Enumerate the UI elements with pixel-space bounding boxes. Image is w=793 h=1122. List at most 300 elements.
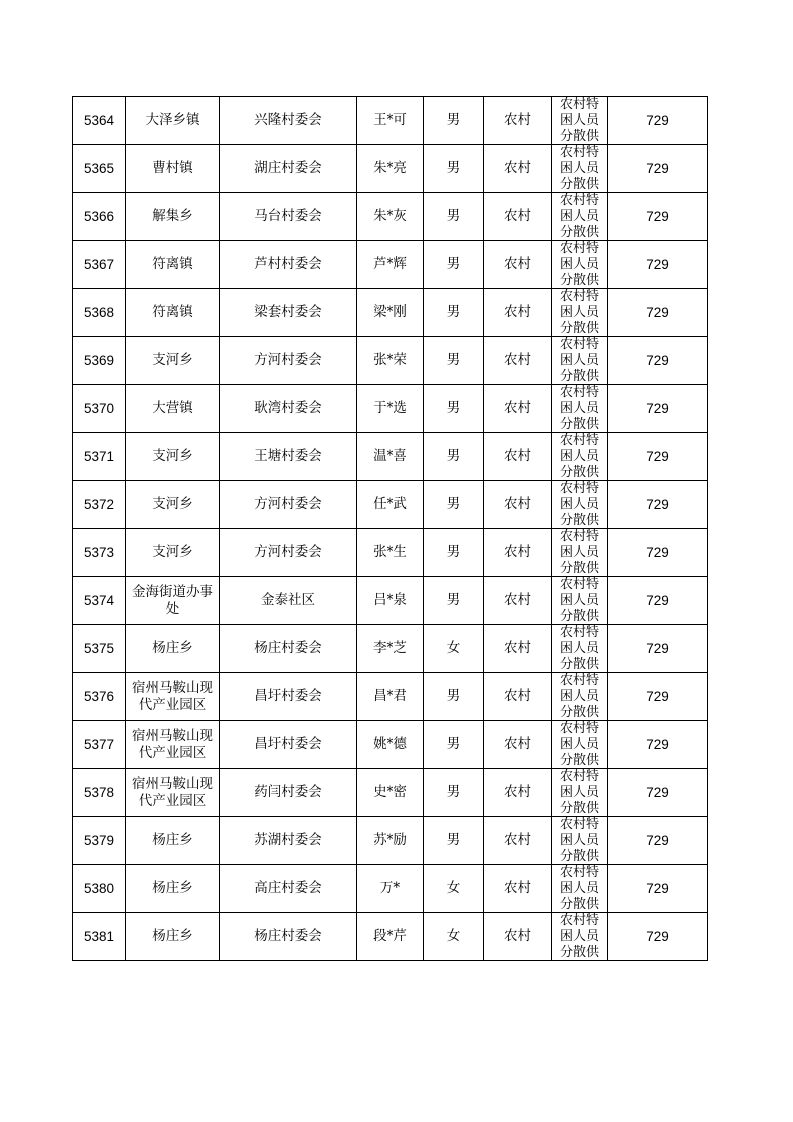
serial-number-text: 5368	[83, 305, 115, 320]
serial-number-text: 5380	[83, 881, 115, 896]
village-committee-cell	[220, 529, 357, 577]
assistance-category-text: 农村特困人员分散供	[559, 673, 599, 720]
residence-type-cell	[484, 193, 552, 241]
recipient-name-text: 于*选	[373, 400, 407, 416]
gender-text: 女	[446, 640, 461, 656]
village-committee-text: 湖庄村委会	[254, 160, 322, 176]
recipient-name-cell	[357, 865, 424, 913]
recipient-name-text: 张*生	[373, 544, 407, 560]
residence-type-text: 农村	[504, 784, 531, 800]
gender-cell	[424, 865, 484, 913]
village-committee-cell	[220, 385, 357, 433]
table-row	[73, 481, 708, 529]
township-cell	[126, 433, 220, 481]
recipient-name-cell	[357, 193, 424, 241]
township-text: 支河乡	[152, 496, 193, 512]
residence-type-cell	[484, 625, 552, 673]
gender-cell	[424, 817, 484, 865]
assistance-category-text: 农村特困人员分散供	[559, 433, 599, 480]
gender-text: 男	[446, 688, 461, 704]
amount-cell	[608, 241, 708, 289]
serial-number-text: 5367	[83, 257, 115, 272]
recipient-name-cell	[357, 433, 424, 481]
assistance-category-cell	[552, 145, 608, 193]
residence-type-cell	[484, 481, 552, 529]
gender-text: 男	[446, 448, 461, 464]
serial-number-text: 5379	[83, 833, 115, 848]
township-cell	[126, 97, 220, 145]
residence-type-cell	[484, 145, 552, 193]
recipient-name-cell	[357, 481, 424, 529]
gender-cell	[424, 97, 484, 145]
village-committee-text: 王塘村委会	[254, 448, 322, 464]
township-cell	[126, 625, 220, 673]
serial-number-text: 5376	[83, 689, 115, 704]
residence-type-text: 农村	[504, 304, 531, 320]
serial-number-text: 5377	[83, 737, 115, 752]
residence-type-text: 农村	[504, 880, 531, 896]
serial-number-cell	[73, 337, 126, 385]
gender-cell	[424, 241, 484, 289]
residence-type-cell	[484, 913, 552, 961]
serial-number-cell	[73, 433, 126, 481]
residence-type-cell	[484, 385, 552, 433]
residence-type-cell	[484, 577, 552, 625]
recipient-name-cell	[357, 145, 424, 193]
township-text: 宿州马鞍山现代产业园区	[132, 679, 213, 713]
serial-number-cell	[73, 913, 126, 961]
recipient-name-cell	[357, 577, 424, 625]
table-row	[73, 289, 708, 337]
table-row	[73, 865, 708, 913]
serial-number-text: 5381	[83, 929, 115, 944]
residence-type-text: 农村	[504, 256, 531, 272]
village-committee-text: 高庄村委会	[254, 880, 322, 896]
township-cell	[126, 145, 220, 193]
township-cell	[126, 577, 220, 625]
amount-text: 729	[646, 449, 669, 464]
village-committee-cell	[220, 721, 357, 769]
recipient-name-cell	[357, 241, 424, 289]
assistance-category-cell	[552, 481, 608, 529]
table-row	[73, 145, 708, 193]
assistance-category-cell	[552, 337, 608, 385]
village-committee-text: 耿湾村委会	[254, 400, 322, 416]
amount-text: 729	[646, 497, 669, 512]
amount-text: 729	[646, 353, 669, 368]
serial-number-cell	[73, 529, 126, 577]
assistance-category-text: 农村特困人员分散供	[559, 865, 599, 912]
gender-cell	[424, 721, 484, 769]
recipient-name-cell	[357, 337, 424, 385]
township-cell	[126, 337, 220, 385]
assistance-category-text: 农村特困人员分散供	[559, 385, 599, 432]
amount-cell	[608, 529, 708, 577]
amount-cell	[608, 385, 708, 433]
gender-text: 男	[446, 400, 461, 416]
amount-cell	[608, 193, 708, 241]
residence-type-cell	[484, 241, 552, 289]
township-text: 解集乡	[152, 208, 193, 224]
gender-text: 男	[446, 832, 461, 848]
serial-number-cell	[73, 481, 126, 529]
assistance-category-cell	[552, 673, 608, 721]
recipient-name-cell	[357, 673, 424, 721]
serial-number-cell	[73, 817, 126, 865]
village-committee-cell	[220, 97, 357, 145]
village-committee-text: 昌圩村委会	[254, 688, 322, 704]
recipient-name-text: 梁*刚	[373, 304, 407, 320]
village-committee-cell	[220, 625, 357, 673]
gender-text: 男	[446, 256, 461, 272]
amount-cell	[608, 721, 708, 769]
recipient-name-text: 吕*泉	[373, 592, 407, 608]
serial-number-cell	[73, 193, 126, 241]
serial-number-text: 5378	[83, 785, 115, 800]
village-committee-text: 芦村村委会	[254, 256, 322, 272]
village-committee-cell	[220, 481, 357, 529]
residence-type-text: 农村	[504, 736, 531, 752]
amount-cell	[608, 577, 708, 625]
village-committee-text: 梁套村委会	[254, 304, 322, 320]
serial-number-cell	[73, 721, 126, 769]
serial-number-text: 5374	[83, 593, 115, 608]
amount-cell	[608, 913, 708, 961]
table-row	[73, 97, 708, 145]
serial-number-cell	[73, 769, 126, 817]
amount-cell	[608, 337, 708, 385]
assistance-category-cell	[552, 625, 608, 673]
gender-text: 男	[446, 736, 461, 752]
assistance-category-text: 农村特困人员分散供	[559, 97, 599, 144]
township-text: 支河乡	[152, 544, 193, 560]
recipient-name-text: 姚*德	[373, 736, 407, 752]
table-row	[73, 241, 708, 289]
serial-number-text: 5369	[83, 353, 115, 368]
amount-cell	[608, 289, 708, 337]
amount-cell	[608, 817, 708, 865]
village-committee-cell	[220, 433, 357, 481]
gender-text: 男	[446, 208, 461, 224]
residence-type-cell	[484, 817, 552, 865]
assistance-category-text: 农村特困人员分散供	[559, 529, 599, 576]
township-cell	[126, 385, 220, 433]
village-committee-cell	[220, 193, 357, 241]
recipient-name-text: 万*	[379, 880, 401, 896]
recipient-name-cell	[357, 529, 424, 577]
village-committee-text: 杨庄村委会	[254, 640, 322, 656]
township-text: 杨庄乡	[152, 928, 193, 944]
table-row	[73, 721, 708, 769]
village-committee-cell	[220, 673, 357, 721]
serial-number-cell	[73, 97, 126, 145]
residence-type-text: 农村	[504, 928, 531, 944]
township-cell	[126, 721, 220, 769]
gender-text: 男	[446, 592, 461, 608]
gender-text: 男	[446, 784, 461, 800]
recipient-name-text: 任*武	[373, 496, 407, 512]
amount-text: 729	[646, 209, 669, 224]
recipient-name-cell	[357, 625, 424, 673]
amount-text: 729	[646, 737, 669, 752]
assistance-category-text: 农村特困人员分散供	[559, 625, 599, 672]
table-row	[73, 817, 708, 865]
serial-number-cell	[73, 385, 126, 433]
village-committee-text: 金泰社区	[261, 592, 315, 608]
recipient-name-text: 王*可	[373, 112, 407, 128]
amount-cell	[608, 145, 708, 193]
residence-type-text: 农村	[504, 496, 531, 512]
relief-recipient-table	[72, 96, 708, 961]
recipient-name-cell	[357, 913, 424, 961]
amount-text: 729	[646, 545, 669, 560]
village-committee-text: 方河村委会	[254, 496, 322, 512]
residence-type-text: 农村	[504, 592, 531, 608]
amount-text: 729	[646, 689, 669, 704]
amount-text: 729	[646, 305, 669, 320]
township-text: 杨庄乡	[152, 640, 193, 656]
assistance-category-cell	[552, 97, 608, 145]
township-text: 符离镇	[152, 256, 193, 272]
serial-number-text: 5371	[83, 449, 115, 464]
table-row	[73, 673, 708, 721]
gender-text: 女	[446, 880, 461, 896]
table-row	[73, 337, 708, 385]
gender-text: 男	[446, 160, 461, 176]
table-row	[73, 913, 708, 961]
recipient-name-cell	[357, 817, 424, 865]
assistance-category-text: 农村特困人员分散供	[559, 241, 599, 288]
gender-text: 男	[446, 352, 461, 368]
gender-cell	[424, 289, 484, 337]
village-committee-text: 方河村委会	[254, 544, 322, 560]
township-cell	[126, 241, 220, 289]
recipient-name-cell	[357, 97, 424, 145]
assistance-category-cell	[552, 817, 608, 865]
township-cell	[126, 913, 220, 961]
assistance-category-text: 农村特困人员分散供	[559, 289, 599, 336]
amount-text: 729	[646, 641, 669, 656]
gender-cell	[424, 769, 484, 817]
gender-cell	[424, 529, 484, 577]
gender-cell	[424, 385, 484, 433]
recipient-name-text: 芦*辉	[373, 256, 407, 272]
gender-text: 男	[446, 544, 461, 560]
assistance-category-text: 农村特困人员分散供	[559, 337, 599, 384]
amount-cell	[608, 769, 708, 817]
recipient-name-cell	[357, 289, 424, 337]
village-committee-cell	[220, 769, 357, 817]
residence-type-cell	[484, 865, 552, 913]
residence-type-text: 农村	[504, 544, 531, 560]
assistance-category-cell	[552, 289, 608, 337]
village-committee-text: 药闫村委会	[254, 784, 322, 800]
residence-type-cell	[484, 529, 552, 577]
township-text: 大泽乡镇	[145, 112, 200, 128]
assistance-category-text: 农村特困人员分散供	[559, 817, 599, 864]
serial-number-text: 5365	[83, 161, 115, 176]
township-text: 符离镇	[152, 304, 193, 320]
township-text: 曹村镇	[152, 160, 193, 176]
table-row	[73, 577, 708, 625]
table-body	[73, 97, 708, 961]
recipient-name-text: 朱*灰	[373, 208, 407, 224]
amount-text: 729	[646, 593, 669, 608]
village-committee-cell	[220, 817, 357, 865]
serial-number-cell	[73, 145, 126, 193]
serial-number-text: 5370	[83, 401, 115, 416]
gender-cell	[424, 625, 484, 673]
assistance-category-cell	[552, 913, 608, 961]
amount-text: 729	[646, 113, 669, 128]
recipient-name-text: 苏*励	[373, 832, 407, 848]
gender-cell	[424, 193, 484, 241]
residence-type-cell	[484, 289, 552, 337]
serial-number-cell	[73, 241, 126, 289]
recipient-name-text: 李*芝	[373, 640, 407, 656]
township-cell	[126, 529, 220, 577]
serial-number-cell	[73, 625, 126, 673]
amount-text: 729	[646, 257, 669, 272]
serial-number-text: 5375	[83, 641, 115, 656]
village-committee-cell	[220, 913, 357, 961]
assistance-category-text: 农村特困人员分散供	[559, 577, 599, 624]
recipient-name-text: 张*荣	[373, 352, 407, 368]
recipient-name-cell	[357, 721, 424, 769]
residence-type-cell	[484, 769, 552, 817]
recipient-name-text: 昌*君	[373, 688, 407, 704]
recipient-name-cell	[357, 769, 424, 817]
assistance-category-text: 农村特困人员分散供	[559, 913, 599, 960]
serial-number-text: 5372	[83, 497, 115, 512]
recipient-name-text: 朱*亮	[373, 160, 407, 176]
township-cell	[126, 289, 220, 337]
gender-cell	[424, 577, 484, 625]
village-committee-cell	[220, 865, 357, 913]
gender-text: 男	[446, 112, 461, 128]
residence-type-cell	[484, 721, 552, 769]
township-text: 宿州马鞍山现代产业园区	[132, 727, 213, 761]
township-cell	[126, 193, 220, 241]
village-committee-text: 方河村委会	[254, 352, 322, 368]
amount-cell	[608, 625, 708, 673]
village-committee-cell	[220, 241, 357, 289]
township-text: 大营镇	[152, 400, 193, 416]
assistance-category-cell	[552, 721, 608, 769]
residence-type-cell	[484, 337, 552, 385]
residence-type-text: 农村	[504, 208, 531, 224]
village-committee-text: 兴隆村委会	[254, 112, 322, 128]
table-row	[73, 433, 708, 481]
assistance-category-text: 农村特困人员分散供	[559, 481, 599, 528]
amount-text: 729	[646, 929, 669, 944]
township-text: 支河乡	[152, 352, 193, 368]
residence-type-text: 农村	[504, 112, 531, 128]
gender-cell	[424, 673, 484, 721]
residence-type-text: 农村	[504, 400, 531, 416]
township-text: 杨庄乡	[152, 880, 193, 896]
residence-type-text: 农村	[504, 640, 531, 656]
table-row	[73, 769, 708, 817]
township-cell	[126, 769, 220, 817]
residence-type-text: 农村	[504, 688, 531, 704]
recipient-name-text: 段*芹	[373, 928, 407, 944]
amount-cell	[608, 433, 708, 481]
gender-cell	[424, 145, 484, 193]
serial-number-text: 5366	[83, 209, 115, 224]
serial-number-cell	[73, 577, 126, 625]
assistance-category-text: 农村特困人员分散供	[559, 145, 599, 192]
assistance-category-cell	[552, 529, 608, 577]
residence-type-text: 农村	[504, 832, 531, 848]
residence-type-text: 农村	[504, 352, 531, 368]
serial-number-cell	[73, 673, 126, 721]
residence-type-cell	[484, 97, 552, 145]
assistance-category-cell	[552, 193, 608, 241]
assistance-category-cell	[552, 865, 608, 913]
amount-cell	[608, 673, 708, 721]
assistance-category-cell	[552, 769, 608, 817]
gender-cell	[424, 913, 484, 961]
village-committee-cell	[220, 145, 357, 193]
gender-cell	[424, 433, 484, 481]
residence-type-text: 农村	[504, 160, 531, 176]
assistance-category-text: 农村特困人员分散供	[559, 193, 599, 240]
amount-text: 729	[646, 785, 669, 800]
gender-cell	[424, 337, 484, 385]
residence-type-cell	[484, 433, 552, 481]
assistance-category-cell	[552, 241, 608, 289]
serial-number-text: 5373	[83, 545, 115, 560]
gender-text: 男	[446, 304, 461, 320]
amount-text: 729	[646, 833, 669, 848]
township-cell	[126, 673, 220, 721]
serial-number-cell	[73, 289, 126, 337]
amount-text: 729	[646, 161, 669, 176]
township-cell	[126, 817, 220, 865]
table-row	[73, 193, 708, 241]
village-committee-text: 马台村委会	[254, 208, 322, 224]
amount-text: 729	[646, 881, 669, 896]
recipient-name-text: 史*密	[373, 784, 407, 800]
table-row	[73, 385, 708, 433]
recipient-name-cell	[357, 385, 424, 433]
residence-type-text: 农村	[504, 448, 531, 464]
village-committee-cell	[220, 289, 357, 337]
village-committee-text: 苏湖村委会	[254, 832, 322, 848]
amount-cell	[608, 865, 708, 913]
gender-cell	[424, 481, 484, 529]
amount-text: 729	[646, 401, 669, 416]
township-text: 金海街道办事处	[132, 583, 213, 617]
table-row	[73, 625, 708, 673]
assistance-category-cell	[552, 433, 608, 481]
amount-cell	[608, 481, 708, 529]
residence-type-cell	[484, 673, 552, 721]
assistance-category-cell	[552, 577, 608, 625]
recipient-name-text: 温*喜	[373, 448, 407, 464]
township-cell	[126, 481, 220, 529]
township-cell	[126, 865, 220, 913]
village-committee-cell	[220, 337, 357, 385]
assistance-category-text: 农村特困人员分散供	[559, 721, 599, 768]
village-committee-text: 昌圩村委会	[254, 736, 322, 752]
assistance-category-cell	[552, 385, 608, 433]
serial-number-text: 5364	[83, 113, 115, 128]
amount-cell	[608, 97, 708, 145]
township-text: 杨庄乡	[152, 832, 193, 848]
assistance-category-text: 农村特困人员分散供	[559, 769, 599, 816]
